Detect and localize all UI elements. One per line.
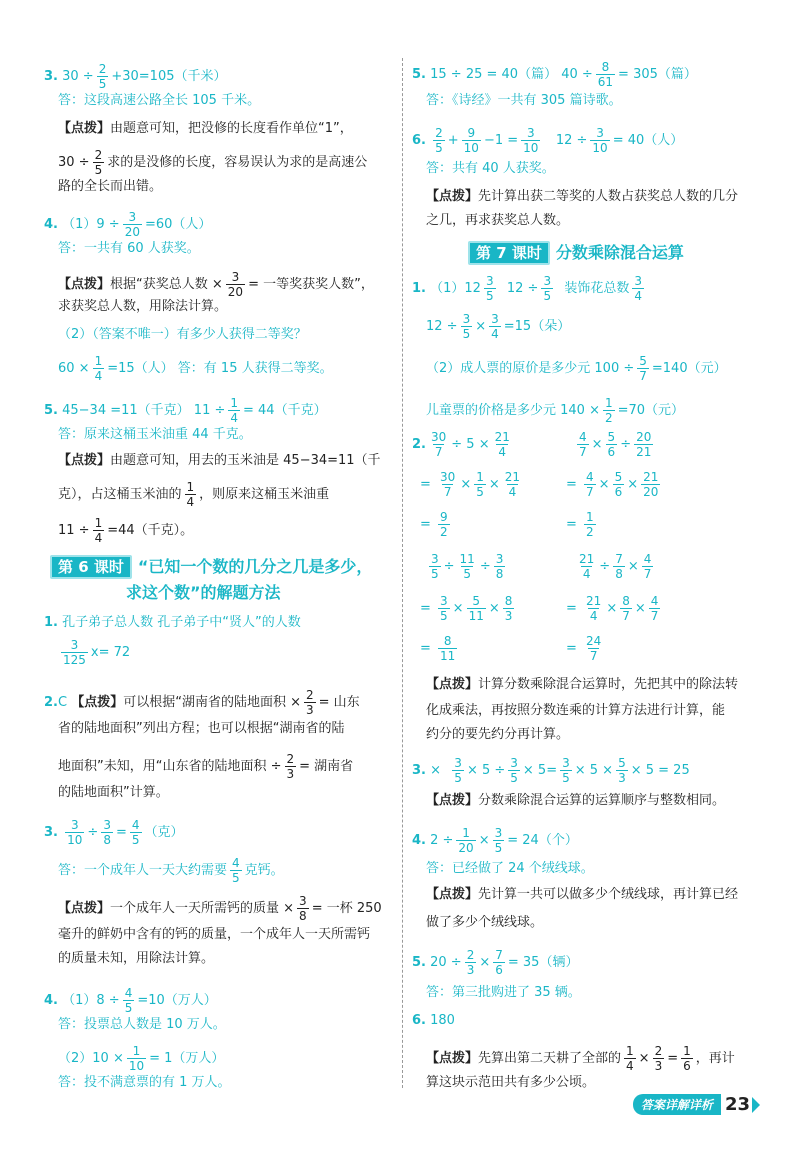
equation: （2）成人票的原价是多少元 100 ÷ $\frac{5}{7}$ =140（元） [426, 354, 727, 383]
tip: 【点拨】由题意可知，用去的玉米油是 45−34=11（千 [58, 453, 381, 468]
s6-answer-3: 3. $\frac{3}{10}$ ÷ $\frac{3}{8}$ = $\frac{4}{5}$ （克） [44, 818, 184, 847]
answer-text: 答：投不满意票的有 1 万人。 [58, 1075, 231, 1090]
answer-text: 答：《诗经》一共有 305 篇诗歌。 [426, 93, 622, 108]
tip: 【点拨】先计算一共可以做多少个绒线球，再计算已经 [426, 887, 739, 902]
answer-5: 5. 45−34 =11（千克） 11 ÷ $\frac{1}{4}$ = 44（千克） [44, 396, 327, 425]
calc-d-line-2: = $\frac{21}{4}$ × $\frac{8}{7}$ × $\frac{4}{7}$ [566, 594, 659, 623]
answer-text: 答：这段高速公路全长 105 千米。 [58, 93, 261, 108]
section-heading-7 [468, 240, 684, 265]
page-footer [633, 1094, 760, 1115]
equation: 12 ÷ $\frac{3}{5}$ × $\frac{3}{4}$ =15（朵） [426, 312, 571, 341]
lesson-badge: 第 6 课时 [50, 555, 132, 579]
tip-line: 毫升的鲜奶中含有的钙的质量，一个成年人一天所需钙 [58, 927, 371, 942]
section-title: 分数乘除混合运算 [555, 243, 684, 262]
s6-answer-1: 1. 孔子弟子总人数 孔子弟子中“贤人”的人数 [44, 615, 301, 630]
page-number: 23 [724, 1094, 750, 1115]
tip: 【点拨】分数乘除混合运算的运算顺序与整数相同。 [426, 793, 726, 808]
calc-b-line-2: = $\frac{4}{7}$ × $\frac{5}{6}$ × $\frac{21}{20}$ [566, 470, 659, 499]
answer-text: 答：原来这桶玉米油重 44 千克。 [58, 427, 252, 442]
s7-answer-2: 2. [412, 437, 426, 452]
answer-text: 60 × $\frac{1}{4}$ =15（人） 答：有 15 人获得二等奖。 [58, 354, 333, 383]
s7-answer-6: 6. 180 [412, 1013, 455, 1028]
answer-text: （2）（答案不唯一）有多少人获得二等奖？ [58, 327, 307, 342]
answer-text: （2）10 × $\frac{1}{10}$ = 1（万人） [58, 1044, 225, 1073]
text: +30=105（千米） [111, 69, 227, 84]
answer-5: 5. 15 ÷ 25 = 40（篇） 40 ÷ $\frac{8}{61}$ = 305（篇） [412, 60, 697, 89]
answer-6: 6. $\frac{2}{5}$ + $\frac{9}{10}$ −1 = $\frac{3}{10}$ 12 ÷ $\frac{3}{10}$ = 40（人） [412, 126, 684, 155]
fraction: $\frac{2}{5}$ [98, 62, 107, 91]
calc-a-line-3: = $\frac{9}{2}$ [420, 510, 448, 539]
calc-a-line-2: = $\frac{30}{7}$ × $\frac{1}{5}$ × $\frac{21}{4}$ [420, 470, 521, 499]
tip: 【点拨】由题意可知，把没修的长度看作单位“1”， [58, 121, 353, 136]
tip: 【点拨】一个成年人一天所需钙的质量 × $\frac{3}{8}$ = 一杯 250 [58, 894, 382, 923]
answer-text: 答：第三批购进了 35 辆。 [426, 985, 581, 1000]
tip-line: 路的全长而出错。 [58, 179, 163, 194]
answer-4: 4. （1）9 ÷ $\frac{3}{20}$ =60（人） [44, 210, 212, 239]
calc-c-line-2: = $\frac{3}{5}$ × $\frac{5}{11}$ × $\frac{8}{3}$ [420, 594, 513, 623]
calc-d-line-3: = $\frac{24}{7}$ [566, 634, 602, 663]
tip-line: 11 ÷ $\frac{1}{4}$ =44（千克）。 [58, 516, 194, 545]
s7-answer-4: 4. 2 ÷ $\frac{1}{20}$ × $\frac{3}{5}$ = 24（个） [412, 826, 578, 855]
equation: $\frac{3}{125}$ x= 72 [63, 638, 131, 667]
column-divider [402, 58, 403, 1088]
calc-a-line-1: $\frac{30}{7}$ ÷ 5 × $\frac{21}{4}$ [431, 430, 510, 459]
lesson-badge: 第 7 课时 [468, 241, 550, 265]
tip-line: 克），占这桶玉米油的 $\frac{1}{4}$ ，则原来这桶玉米油重 [58, 480, 330, 509]
tip: 【点拨】先计算出获二等奖的人数占获奖总人数的几分 [426, 189, 739, 204]
calc-d-line-1: $\frac{21}{4}$ ÷ $\frac{7}{8}$ × $\frac{4}{7}$ [579, 552, 652, 581]
s7-answer-3: 3. × $\frac{3}{5}$ × 5 ÷ $\frac{3}{5}$ × 5= $\frac{3}{5}$ × 5 × $\frac{5}{3}$ × 5 = 25 [412, 756, 690, 785]
tip-line: 30 ÷ $\frac{2}{5}$ 求的是没修的长度，容易误认为求的是高速公 [58, 148, 368, 177]
tip-line: 地面积”未知，用“山东省的陆地面积 ÷ $\frac{2}{3}$ = 湖南省 [58, 752, 354, 781]
tip-line: 的陆地面积”计算。 [58, 785, 169, 800]
calc-b-line-3: = $\frac{1}{2}$ [566, 510, 594, 539]
tip-line: 约分的要先约分再计算。 [426, 727, 570, 742]
tip-line: 化成乘法，再按照分数连乘的计算方法进行计算，能 [426, 703, 726, 718]
s6-answer-4: 4. （1）8 ÷ $\frac{4}{5}$ =10（万人） [44, 986, 217, 1015]
tip-line: 的质量未知，用除法计算。 [58, 951, 215, 966]
equation: 儿童票的价格是多少元 140 × $\frac{1}{2}$ =70（元） [426, 396, 685, 425]
calc-b-line-1: $\frac{4}{7}$ × $\frac{5}{6}$ ÷ $\frac{20}{21}$ [579, 430, 652, 459]
calc-c-line-1: $\frac{3}{5}$ ÷ $\frac{11}{5}$ ÷ $\frac{3}{8}$ [431, 552, 504, 581]
s6-answer-2: 2.C 【点拨】可以根据“湖南省的陆地面积 × $\frac{2}{3}$ = 山东 [44, 688, 360, 717]
text: 30 ÷ [62, 69, 94, 84]
answer-text: 答：一个成年人一天大约需要 $\frac{4}{5}$ 克钙。 [58, 856, 284, 885]
answer-text: 答：投票总人数是 10 万人。 [58, 1017, 226, 1032]
section-title: “已知一个数的几分之几是多少， [137, 557, 373, 576]
answer-text: 答：已经做了 24 个绒线球。 [426, 861, 594, 876]
calc-c-line-3: = $\frac{8}{11}$ [420, 634, 456, 663]
s7-answer-1: 1. （1）12 $\frac{3}{5}$ 12 ÷ $\frac{3}{5}$ 装饰花总数 $\frac{3}{4}$ [412, 274, 642, 303]
section-title: 求这个数”的解题方法 [126, 583, 281, 602]
tip-line: 算这块示范田共有多少公顷。 [426, 1075, 596, 1090]
footer-label: 答案详解详析 [633, 1094, 721, 1115]
tip-line: 之几，再求获奖总人数。 [426, 213, 570, 228]
answer-text: 答：共有 40 人获奖。 [426, 161, 555, 176]
question-number: 3. [44, 69, 58, 84]
answer-3 [44, 62, 226, 91]
tip: 【点拨】计算分数乘除混合运算时，先把其中的除法转 [426, 677, 739, 692]
tip-line: 求获奖总人数，用除法计算。 [58, 299, 228, 314]
tip-line: 省的陆地面积”列出方程；也可以根据“湖南省的陆 [58, 721, 345, 736]
s7-answer-5: 5. 20 ÷ $\frac{2}{3}$ × $\frac{7}{6}$ = 35（辆） [412, 948, 579, 977]
tip: 【点拨】根据“获奖总人数 × $\frac{3}{20}$ = 一等奖获奖人数”， [58, 270, 374, 299]
tip: 【点拨】先算出第二天耕了全部的 $\frac{1}{4}$ × $\frac{2}{3}$ = $\frac{1}{6}$ ，再计 [426, 1044, 735, 1073]
answer-text: 答：一共有 60 人获奖。 [58, 241, 200, 256]
arrow-icon [752, 1097, 760, 1113]
tip-line: 做了多少个绒线球。 [426, 915, 544, 930]
section-heading-6 [50, 554, 372, 579]
